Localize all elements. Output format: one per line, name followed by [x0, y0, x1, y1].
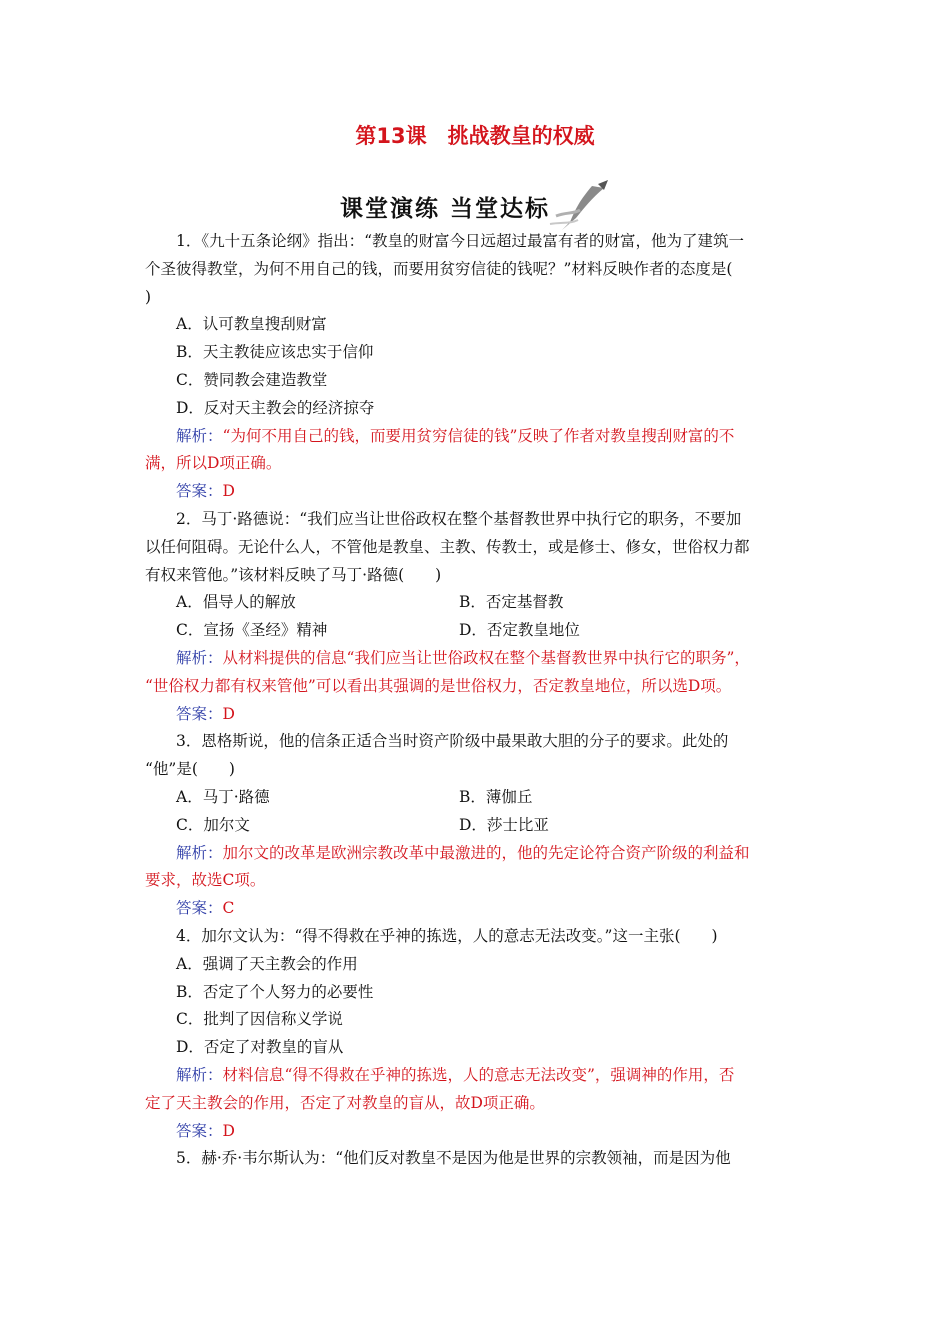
option-row — [145, 784, 810, 812]
option-c: C．批判了因信称义学说 — [176, 1010, 343, 1029]
option-a: A．强调了天主教会的作用 — [176, 954, 358, 973]
analysis-label: 解析： — [176, 426, 223, 445]
analysis-line — [145, 1062, 810, 1090]
question-5 — [145, 1145, 810, 1173]
analysis-text: 从材料提供的信息“我们应当让世俗政权在整个基督教世界中执行它的职务”， — [222, 648, 750, 667]
analysis-label: 解析： — [176, 843, 223, 862]
option-a: A．马丁·路德 — [176, 787, 270, 806]
section-banner — [330, 178, 630, 234]
question-list — [145, 228, 810, 1173]
answer-line — [145, 895, 810, 923]
answer-label: 答案： — [176, 482, 223, 501]
answer-value: D — [222, 1121, 235, 1140]
option-b: B．否定了个人努力的必要性 — [176, 982, 374, 1001]
analysis-label: 解析： — [176, 1065, 223, 1084]
question-4 — [145, 923, 810, 1145]
answer-value: D — [222, 482, 235, 501]
question-stem-line: ) — [145, 287, 152, 306]
analysis-line — [145, 423, 810, 451]
option-b: B．薄伽丘 — [459, 787, 533, 806]
analysis-line: 满，所以D项正确。 — [145, 454, 282, 473]
answer-line — [145, 701, 810, 729]
option-b: B．否定基督教 — [459, 593, 564, 612]
question-stem-line: 5．赫·乔·韦尔斯认为：“他们反对教皇不是因为他是世界的宗教领袖，而是因为他 — [176, 1149, 731, 1168]
question-stem-line: 1．《九十五条论纲》指出：“教皇的财富今日远超过最富有者的财富，他为了建筑一 — [176, 232, 745, 250]
question-stem-line: 4．加尔文认为：“得不得救在乎神的拣选，人的意志无法改变。”这一主张( ) — [176, 926, 718, 945]
option-c: C．加尔文 — [176, 815, 250, 834]
option-d: D．莎士比亚 — [459, 815, 549, 834]
analysis-line: “世俗权力都有权来管他”可以看出其强调的是世俗权力，否定教皇地位，所以选D项。 — [145, 676, 732, 695]
option-d: D．反对天主教会的经济掠夺 — [176, 398, 375, 417]
analysis-line: 定了天主教会的作用，否定了对教皇的盲从，故D项正确。 — [145, 1093, 545, 1112]
question-stem-line: 个圣彼得教堂，为何不用自己的钱，而要用贫穷信徒的钱呢？”材料反映作者的态度是( — [145, 259, 733, 278]
option-b: B．天主教徒应该忠实于信仰 — [176, 343, 374, 362]
analysis-line — [145, 645, 810, 673]
analysis-label: 解析： — [176, 648, 223, 667]
answer-line — [145, 478, 810, 506]
page-title: 第13课 挑战教皇的权威 — [355, 124, 595, 148]
option-d: D．否定教皇地位 — [459, 621, 580, 640]
answer-value: C — [222, 899, 235, 918]
banner-text: 课堂演练 当堂达标 — [340, 196, 551, 222]
answer-label: 答案： — [176, 1121, 223, 1140]
analysis-line — [145, 840, 810, 868]
answer-label: 答案： — [176, 704, 223, 723]
question-stem-line: 以任何阻碍。无论什么人，不管他是教皇、主教、传教士，或是修士、修女，世俗权力都 — [145, 537, 750, 556]
analysis-line: 要求，故选C项。 — [145, 871, 266, 890]
answer-line — [145, 1118, 810, 1146]
question-stem-line: 2．马丁·路德说：“我们应当让世俗政权在整个基督教世界中执行它的职务，不要加 — [176, 509, 742, 528]
option-d: D．否定了对教皇的盲从 — [176, 1038, 344, 1057]
question-stem-line: “他”是( ) — [145, 760, 235, 779]
option-row — [145, 617, 810, 645]
option-c: C．宣扬《圣经》精神 — [176, 621, 328, 640]
option-row — [145, 589, 810, 617]
question-3 — [145, 728, 810, 923]
option-a: A．认可教皇搜刮财富 — [176, 315, 327, 334]
answer-label: 答案： — [176, 899, 223, 918]
analysis-text: “为何不用自己的钱，而要用贫穷信徒的钱”反映了作者对教皇搜刮财富的不 — [222, 426, 735, 445]
analysis-text: 材料信息“得不得救在乎神的拣选，人的意志无法改变”，强调神的作用，否 — [222, 1065, 735, 1084]
answer-value: D — [222, 704, 235, 723]
option-row — [145, 812, 810, 840]
question-stem-line: 3．恩格斯说，他的信条正适合当时资产阶级中最果敢大胆的分子的要求。此处的 — [176, 732, 729, 751]
option-c: C．赞同教会建造教堂 — [176, 370, 328, 389]
question-stem-line: 有权来管他。”该材料反映了马丁·路德( ) — [145, 565, 442, 584]
question-2 — [145, 506, 810, 728]
analysis-text: 加尔文的改革是欧洲宗教改革中最激进的，他的先定论符合资产阶级的利益和 — [222, 843, 750, 862]
option-a: A．倡导人的解放 — [176, 593, 296, 612]
question-1 — [145, 228, 810, 506]
